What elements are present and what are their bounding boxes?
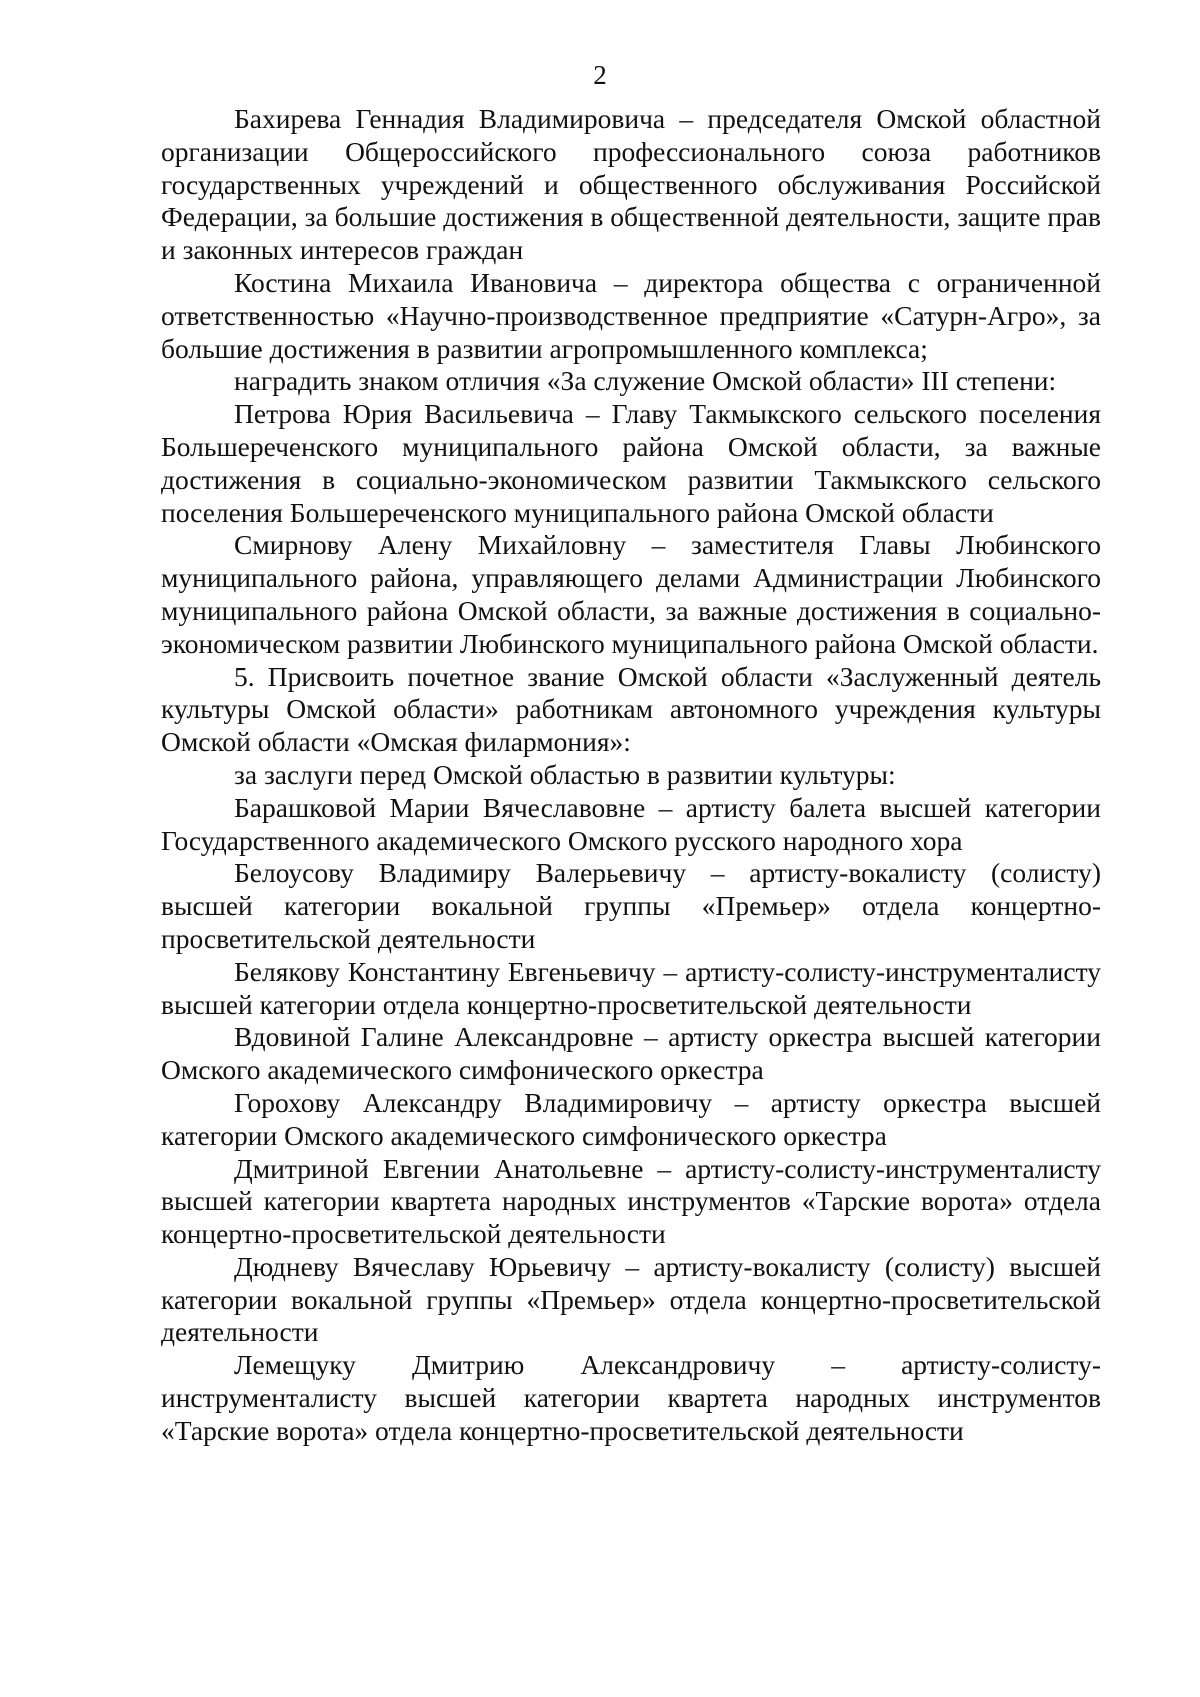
paragraph-belyakov: Белякову Константину Евгеньевичу – артисту-солисту-инструменталисту высшей категории отдела концертно-просветительской деятельности — [161, 955, 1101, 1020]
paragraph-culture-merit: за заслуги перед Омской областью в развитии культуры: — [234, 758, 896, 790]
paragraph-kostin: Костина Михаила Ивановича – директора общества с ограниченной ответственностью «Научно-производственное предприятие «Сатурн-Агро», за большие достижения в развитии агропромышленного комплекса; — [161, 266, 1101, 364]
paragraph-lemeshchuk: Лемещуку Дмитрию Александровичу – артисту-солисту-инструменталисту высшей категории квартета народных инструментов «Тарские ворота» отдела концертно-просветительской деятельности — [161, 1349, 1101, 1446]
paragraph-petrov: Петрова Юрия Васильевича – Главу Такмыкского сельского поселения Большереченского муниципального района Омской области, за важные достижения в социально-экономическом развитии Такмыкского сельского поселения Большереченского муниципального района Омской области — [161, 398, 1101, 528]
paragraph-section-5: 5. Присвоить почетное звание Омской области «Заслуженный деятель культуры Омской области» работникам автономного учреждения культуры Омской области «Омская филармония»: — [161, 660, 1101, 758]
paragraph-bakhirev: Бахирева Геннадия Владимировича – председателя Омской областной организации Общероссийского профессионального союза работников государственных учреждений и общественного обслуживания Российской Федерации, за большие достижения в общественной деятельности, защите прав и законных интересов граждан — [161, 103, 1101, 266]
paragraph-dyudnev: Дюдневу Вячеславу Юрьевичу – артисту-вокалисту (солисту) высшей категории вокальной группы «Премьер» отдела концертно-просветительской деятельности — [161, 1250, 1101, 1348]
paragraph-barashkova: Барашковой Марии Вячеславовне – артисту балета высшей категории Государственного академического Омского русского народного хора — [161, 791, 1101, 856]
document-body — [161, 103, 1101, 1448]
paragraph-award-heading: наградить знаком отличия «За служение Омской области» III степени: — [234, 365, 1057, 397]
paragraph-gorokhov: Горохову Александру Владимировичу – артисту оркестра высшей категории Омского академического симфонического оркестра — [161, 1086, 1101, 1151]
paragraph-dmitrina: Дмитриной Евгении Анатольевне – артисту-солисту-инструменталисту высшей категории квартета народных инструментов «Тарские ворота» отдела концертно-просветительской деятельности — [161, 1152, 1101, 1250]
paragraph-smirnova: Смирнову Алену Михайловну – заместителя Главы Любинского муниципального района, управляющего делами Администрации Любинского муниципального района Омской области, за важные достижения в социально-экономическом развитии Любинского муниципального района Омской области. — [161, 529, 1101, 659]
paragraph-vdovina: Вдовиной Галине Александровне – артисту оркестра высшей категории Омского академического симфонического оркестра — [161, 1021, 1101, 1086]
paragraph-belousov: Белоусову Владимиру Валерьевичу – артисту-вокалисту (солисту) высшей категории вокальной группы «Премьер» отдела концертно-просветительской деятельности — [161, 857, 1101, 954]
page-number: 2 — [593, 60, 607, 90]
